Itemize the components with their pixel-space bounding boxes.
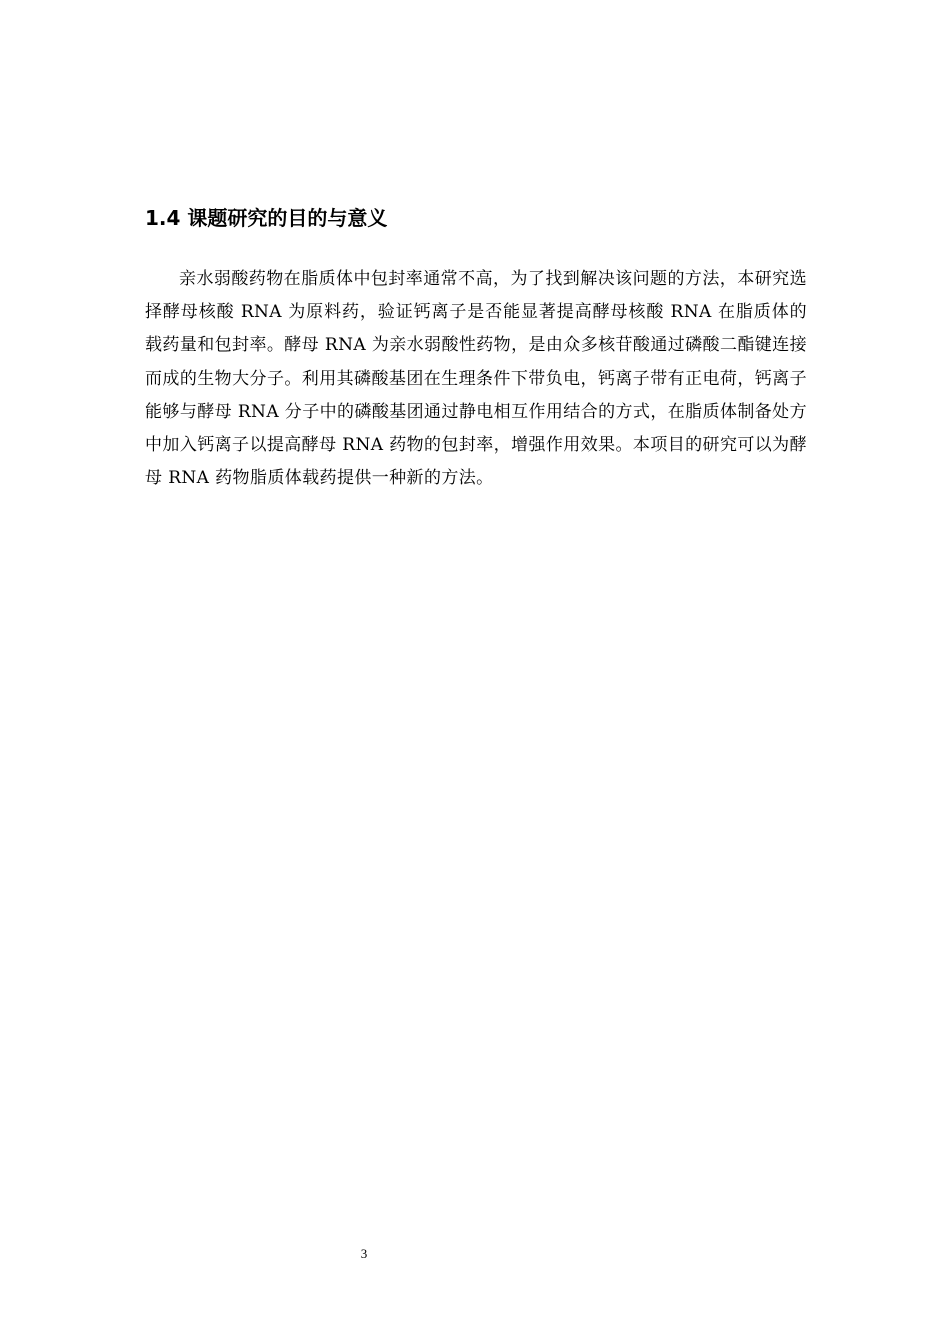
- section-heading: 1.4 课题研究的目的与意义: [145, 206, 388, 230]
- page-number: 3: [360, 1246, 368, 1261]
- body-paragraph: 亲水弱酸药物在脂质体中包封率通常不高，为了找到解决该问题的方法，本研究选择酵母核酸 RNA 为原料药，验证钙离子是否能显著提高酵母核酸 RNA 在脂质体的载药量和包封率。酵母 RNA 为亲水弱酸性药物，是由众多核苷酸通过磷酸二酯键连接而成的生物大分子。利用其磷酸基团在生理条件下带负电，钙离子带有正电荷，钙离子能够与酵母 RNA 分子中的磷酸基团通过静电相互作用结合的方式，在脂质体制备处方中加入钙离子以提高酵母 RNA 药物的包封率，增强作用效果。本项目的研究可以为酵母 RNA 药物脂质体载药提供一种新的方法。: [145, 269, 807, 489]
